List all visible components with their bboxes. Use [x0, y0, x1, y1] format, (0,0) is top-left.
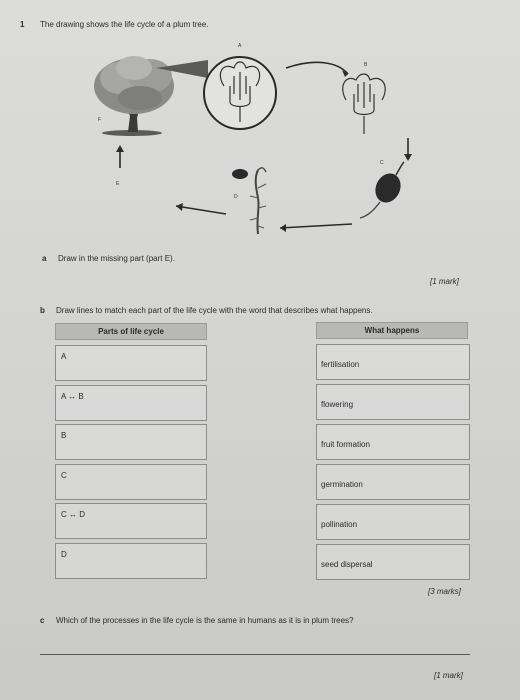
part-b-letter: b [40, 306, 45, 315]
question-title: The drawing shows the life cycle of a plum tree. [40, 20, 209, 29]
part-a-letter: a [42, 254, 47, 263]
right-item-label: pollination [321, 520, 358, 529]
left-item-label: A ↔ B [61, 392, 84, 401]
part-c-letter: c [40, 616, 45, 625]
right-item-box[interactable] [316, 504, 470, 540]
left-item-box[interactable] [55, 424, 207, 460]
label-f: F [98, 117, 102, 123]
right-column-header: What happens [316, 322, 468, 339]
left-item-box[interactable] [55, 464, 207, 500]
left-item-box[interactable] [55, 543, 207, 579]
life-cycle-svg [90, 38, 430, 248]
part-c-text: Which of the processes in the life cycle is the same in humans as it is in plum trees? [56, 616, 354, 625]
label-d: D [234, 194, 238, 200]
left-item-box[interactable] [55, 385, 207, 421]
fruit-c [371, 169, 405, 206]
right-item-box[interactable] [316, 464, 470, 500]
left-column-header: Parts of life cycle [55, 323, 207, 340]
arrow-a-to-b [286, 62, 348, 74]
label-a: A [238, 43, 242, 49]
right-item-label: seed dispersal [321, 560, 373, 569]
part-c-marks: [1 mark] [434, 671, 463, 680]
question-number: 1 [20, 20, 25, 29]
arrow-c-to-d [280, 224, 352, 228]
left-item-label: A [61, 352, 67, 361]
part-b-marks: [3 marks] [428, 587, 461, 596]
left-item-box[interactable] [55, 503, 207, 539]
right-item-box[interactable] [316, 424, 470, 460]
right-item-label: fruit formation [321, 440, 370, 449]
label-b: B [364, 62, 368, 68]
right-item-label: fertilisation [321, 360, 360, 369]
left-item-label: B [61, 431, 67, 440]
left-item-label: C ↔ D [61, 510, 85, 519]
part-b-text: Draw lines to match each part of the life cycle with the word that describes what happens. [56, 306, 373, 315]
label-e: E [116, 181, 120, 187]
right-item-box[interactable] [316, 384, 470, 420]
flower-b [343, 74, 385, 134]
right-item-label: germination [321, 480, 363, 489]
part-a-marks: [1 mark] [430, 277, 459, 286]
right-item-box[interactable] [316, 544, 470, 580]
left-item-box[interactable] [55, 345, 207, 381]
arrow-d-to-e [176, 206, 226, 214]
seedling-d [232, 168, 266, 234]
answer-line[interactable] [40, 654, 470, 655]
left-item-label: D [61, 550, 67, 559]
left-item-label: C [61, 471, 67, 480]
right-item-label: flowering [321, 400, 354, 409]
part-a-text: Draw in the missing part (part E). [58, 254, 175, 263]
life-cycle-diagram [90, 38, 430, 248]
right-item-box[interactable] [316, 344, 470, 380]
label-c: C [380, 160, 384, 166]
